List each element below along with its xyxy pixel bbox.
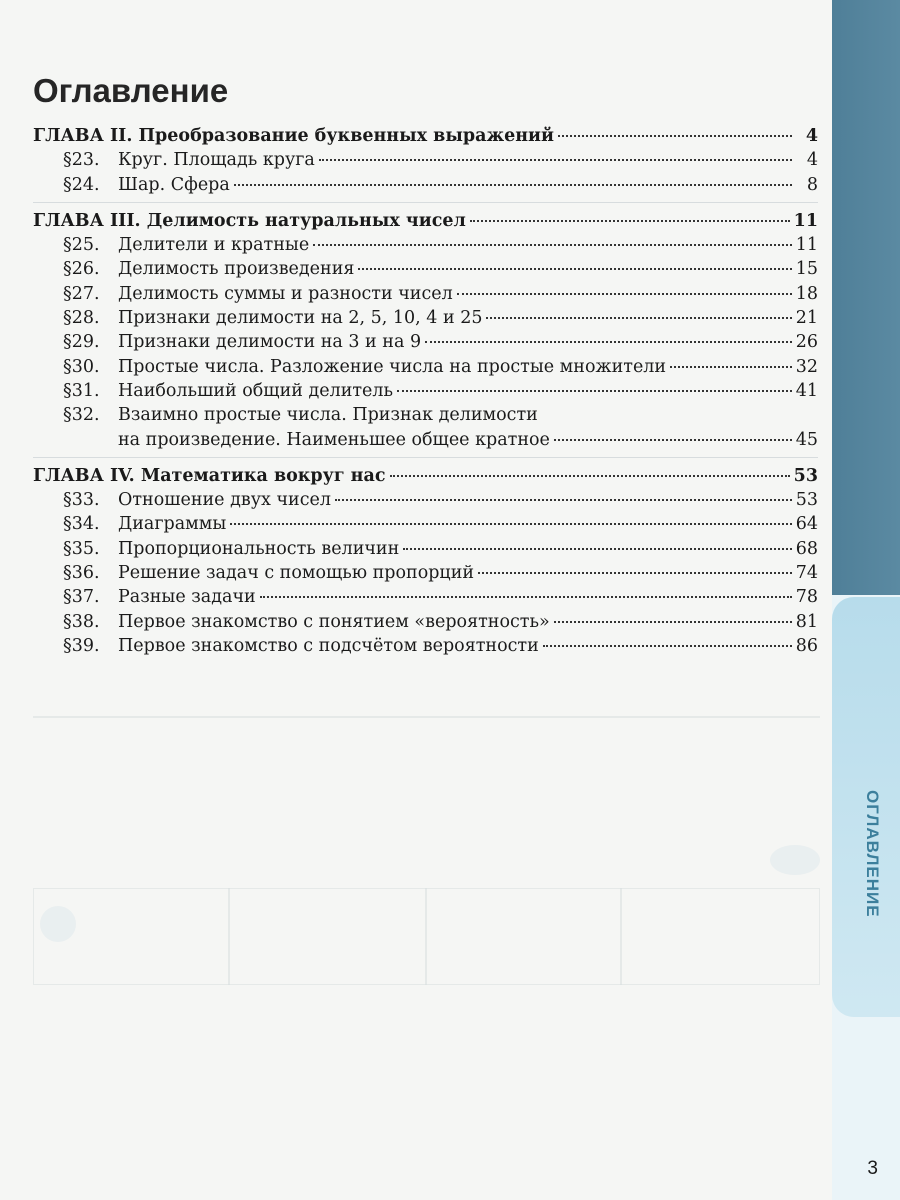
- section-tab-label: ОГЛАВЛЕНИЕ: [863, 790, 882, 918]
- bleed-through-rule: [33, 716, 820, 718]
- section-number: §29.: [63, 332, 100, 353]
- section-number: §30.: [63, 356, 100, 377]
- section-number: §23.: [63, 150, 100, 171]
- dot-leader: [554, 439, 792, 441]
- section-title: Первое знакомство с понятием «вероятность»: [118, 611, 550, 632]
- section-page-number: 21: [795, 308, 818, 329]
- section-number: §27.: [63, 283, 100, 304]
- section-page-number: 4: [806, 150, 818, 171]
- section-number: §38.: [63, 611, 100, 632]
- section-number: §35.: [63, 538, 100, 559]
- section-number: §36.: [63, 563, 100, 584]
- section-title: Диаграммы: [118, 514, 227, 535]
- section-page-number: 45: [795, 429, 818, 450]
- section-number: §33.: [63, 490, 100, 511]
- section-entry[interactable]: [33, 257, 818, 281]
- section-number: §34.: [63, 514, 100, 535]
- dot-leader: [403, 548, 791, 550]
- chapter-title: ГЛАВА II. Преобразование буквенных выражений: [33, 126, 555, 146]
- section-entry[interactable]: [33, 173, 818, 197]
- section-entry[interactable]: [33, 330, 818, 354]
- section-title: Отношение двух чисел: [118, 490, 331, 511]
- section-page-number: 53: [795, 490, 818, 511]
- section-title: Решение задач с помощью пропорций: [118, 563, 475, 584]
- section-number: §32.: [63, 405, 100, 426]
- bleed-through-cell-divider: [228, 888, 230, 985]
- dot-leader: [425, 341, 792, 343]
- section-page-number: 26: [795, 332, 818, 353]
- section-entry[interactable]: [33, 403, 818, 427]
- section-page-number: 74: [795, 563, 818, 584]
- bleed-through-marker: [770, 845, 820, 875]
- section-title: Признаки делимости на 3 и на 9: [118, 332, 422, 353]
- section-title: Пропорциональность величин: [118, 538, 400, 559]
- dot-leader: [670, 366, 792, 368]
- page-number: 3: [867, 1158, 878, 1179]
- side-band: [832, 0, 900, 595]
- section-number: §28.: [63, 308, 100, 329]
- section-page-number: 68: [795, 538, 818, 559]
- section-page-number: 78: [795, 587, 818, 608]
- section-number: §31.: [63, 380, 100, 401]
- section-entry[interactable]: [33, 610, 818, 634]
- section-entry[interactable]: [33, 148, 818, 172]
- section-entry[interactable]: [33, 488, 818, 512]
- dot-leader: [260, 596, 792, 598]
- section-number: §26.: [63, 259, 100, 280]
- chapter-entry[interactable]: [33, 464, 818, 488]
- section-number: §24.: [63, 174, 100, 195]
- chapter-separator: [33, 202, 818, 203]
- section-page-number: 8: [806, 174, 818, 195]
- section-page-number: 64: [795, 514, 818, 535]
- section-page-number: 18: [795, 283, 818, 304]
- dot-leader: [470, 220, 790, 222]
- section-entry[interactable]: [33, 537, 818, 561]
- section-title: Первое знакомство с подсчётом вероятности: [118, 635, 539, 656]
- section-title: Круг. Площадь круга: [118, 150, 315, 171]
- chapter-page-number: 11: [793, 210, 818, 231]
- bleed-through-marker: [40, 906, 76, 942]
- section-page-number: 11: [795, 235, 818, 256]
- section-number: §25.: [63, 235, 100, 256]
- dot-leader: [319, 159, 792, 161]
- section-title: Взаимно простые числа. Признак делимости: [118, 405, 538, 426]
- dot-leader: [554, 621, 792, 623]
- chapter-entry[interactable]: [33, 124, 818, 148]
- section-entry-continuation[interactable]: [33, 428, 818, 452]
- dot-leader: [558, 135, 792, 137]
- chapter-title: ГЛАВА IV. Математика вокруг нас: [33, 465, 386, 486]
- section-title: Наибольший общий делитель: [118, 380, 394, 401]
- dot-leader: [335, 499, 792, 501]
- section-entry[interactable]: [33, 634, 818, 658]
- section-title: Делимость суммы и разности чисел: [118, 283, 453, 304]
- dot-leader: [313, 244, 792, 246]
- section-entry[interactable]: [33, 585, 818, 609]
- chapter-title: ГЛАВА III. Делимость натуральных чисел: [33, 210, 466, 231]
- section-title: Простые числа. Разложение числа на простые множители: [118, 356, 667, 377]
- table-of-contents: [33, 124, 818, 658]
- section-title: Шар. Сфера: [118, 174, 230, 195]
- section-entry[interactable]: [33, 233, 818, 257]
- dot-leader: [230, 523, 791, 525]
- section-number: §37.: [63, 587, 100, 608]
- section-title: Разные задачи: [118, 587, 256, 608]
- section-number: §39.: [63, 635, 100, 656]
- section-entry[interactable]: [33, 355, 818, 379]
- section-entry[interactable]: [33, 512, 818, 536]
- section-page-number: 86: [795, 635, 818, 656]
- chapter-separator: [33, 457, 818, 458]
- section-page-number: 81: [795, 611, 818, 632]
- dot-leader: [234, 184, 792, 186]
- page-title: Оглавление: [33, 72, 229, 109]
- dot-leader: [457, 293, 792, 295]
- section-page-number: 41: [795, 380, 818, 401]
- section-entry[interactable]: [33, 379, 818, 403]
- chapter-page-number: 4: [805, 126, 818, 146]
- chapter-page-number: 53: [793, 465, 818, 486]
- section-page-number: 32: [795, 356, 818, 377]
- bleed-through-cell-divider: [620, 888, 622, 985]
- dot-leader: [478, 572, 792, 574]
- section-title: Признаки делимости на 2, 5, 10, 4 и 25: [118, 308, 483, 329]
- dot-leader: [486, 317, 791, 319]
- section-title-continued: на произведение. Наименьшее общее кратное: [118, 429, 550, 450]
- dot-leader: [358, 268, 791, 270]
- bleed-through-cell-divider: [425, 888, 427, 985]
- section-entry[interactable]: [33, 282, 818, 306]
- section-entry[interactable]: [33, 561, 818, 585]
- section-entry[interactable]: [33, 306, 818, 330]
- section-title: Делители и кратные: [118, 235, 310, 256]
- dot-leader: [543, 645, 792, 647]
- section-page-number: 15: [795, 259, 818, 280]
- section-title: Делимость произведения: [118, 259, 355, 280]
- dot-leader: [397, 390, 792, 392]
- chapter-entry[interactable]: [33, 209, 818, 233]
- dot-leader: [390, 475, 790, 477]
